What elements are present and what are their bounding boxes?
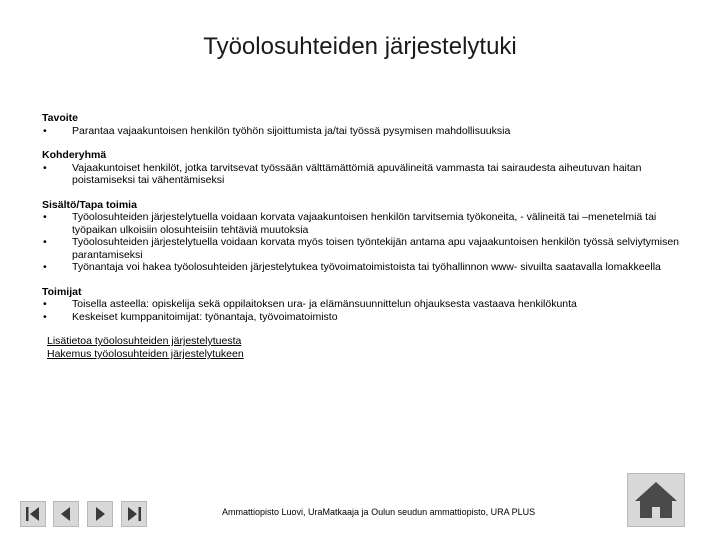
list-item [42, 236, 682, 261]
home-icon [628, 474, 684, 526]
section-heading: Tavoite [42, 112, 78, 124]
bullet-dot: • [43, 298, 47, 310]
list-item [42, 298, 682, 311]
bullet-text: Keskeiset kumppanitoimijat: työnantaja, työvoimatoimisto [72, 310, 338, 323]
next-slide-button[interactable] [87, 501, 113, 527]
section-tavoite [42, 112, 682, 137]
footer-text: Ammattiopisto Luovi, UraMatkaaja ja Oulun seudun ammattiopisto, URA PLUS [222, 507, 536, 517]
bullet-dot: • [43, 236, 47, 248]
list-item [42, 211, 682, 236]
next-slide-icon [88, 502, 112, 526]
page-title: Työolosuhteiden järjestelytuki [203, 33, 517, 60]
section-heading: Kohderyhmä [42, 149, 107, 161]
last-slide-icon [122, 502, 146, 526]
list-item [42, 162, 682, 187]
previous-slide-icon [54, 502, 78, 526]
section-heading: Sisältö/Tapa toimia [42, 198, 137, 211]
bullet-dot: • [43, 261, 47, 273]
list-item [42, 125, 682, 138]
bullet-text: Työnantaja voi hakea työolosuhteiden järjestelytukea työvoimatoimistoista tai työhallinnon www- sivuilta saatavalla lomakkeella [72, 261, 661, 273]
bullet-dot: • [43, 124, 47, 137]
bullet-text: Toisella asteella: opiskelija sekä oppilaitoksen ura- ja elämänsuunnittelun ohjauksesta vastaava henkilökunta [72, 298, 577, 310]
section-kohderyhma [42, 149, 682, 187]
section-heading: Toimijat [42, 285, 82, 298]
first-slide-button[interactable] [20, 501, 46, 527]
section-sisalto [42, 199, 682, 274]
first-slide-icon [21, 502, 45, 526]
slide-content [42, 112, 682, 361]
bullet-dot: • [43, 161, 47, 174]
list-item [42, 311, 682, 324]
last-slide-button[interactable] [121, 501, 147, 527]
bullet-dot: • [43, 211, 47, 223]
section-toimijat [42, 286, 682, 324]
bullet-dot: • [43, 310, 47, 323]
bullet-text: Vajaakuntoiset henkilöt, jotka tarvitsevat työssään välttämättömiä apuvälineitä vammasta tai sairaudesta aiheutuvan haitan poistamiseksi tai vähentämiseksi [72, 161, 642, 186]
list-item [42, 261, 682, 274]
application-link[interactable]: Hakemus työolosuhteiden järjestelytukeen [47, 348, 244, 360]
previous-slide-button[interactable] [53, 501, 79, 527]
bullet-text: Työolosuhteiden järjestelytuella voidaan korvata myös toisen työntekijän antama apu vajaakuntoisen henkilön työssä selviytymisen parantamiseksi [72, 236, 680, 261]
more-info-link[interactable]: Lisätietoa työolosuhteiden järjestelytuesta [47, 335, 242, 347]
bullet-text: Työolosuhteiden järjestelytuella voidaan korvata vajaakuntoisen henkilön tarvitsemia työkoneita, - välineitä tai –menetelmiä tai työpaikan ulkoisiin olosuhteisiin tehtäviä muutoksia [72, 211, 657, 236]
links [42, 335, 682, 361]
bullet-text: Parantaa vajaakuntoisen henkilön työhön sijoittumista ja/tai työssä pysymisen mahdollisuuksia [72, 124, 511, 137]
home-button[interactable] [627, 473, 685, 527]
